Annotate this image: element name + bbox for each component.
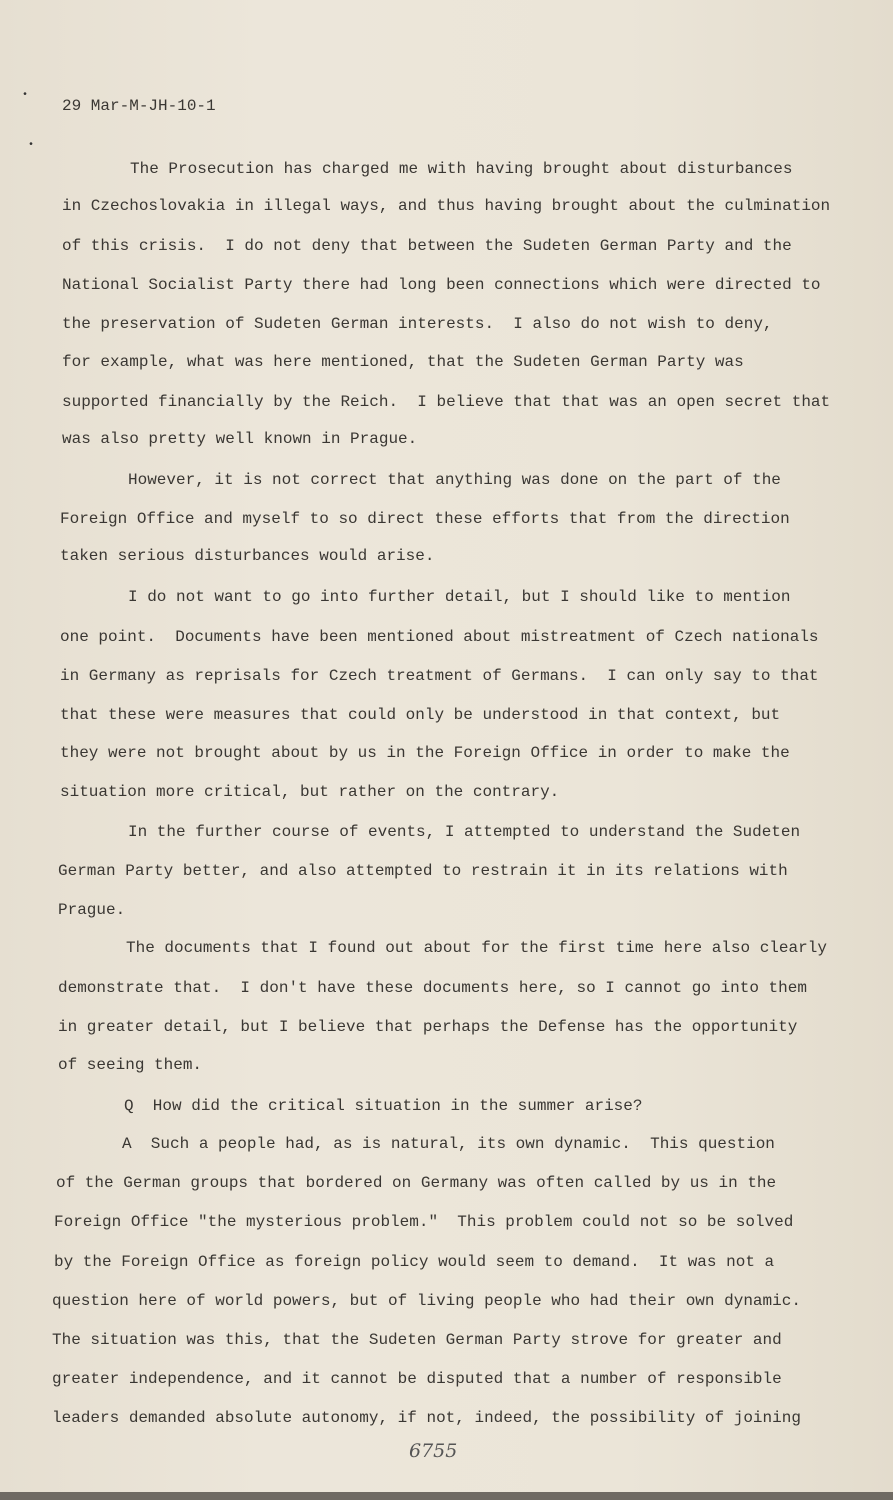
text-line: by the Foreign Office as foreign policy would seem to demand. It was not a (54, 1253, 775, 1271)
text-line: of the German groups that bordered on Germany was often called by us in the (56, 1174, 777, 1192)
question-line: Q How did the critical situation in the summer arise? (124, 1097, 643, 1115)
text-line: the preservation of Sudeten German interests. I also do not wish to deny, (62, 315, 773, 333)
answer-line: A Such a people had, as is natural, its own dynamic. This question (122, 1135, 775, 1153)
text-line: National Socialist Party there had long been connections which were directed to (62, 276, 821, 294)
text-line: taken serious disturbances would arise. (60, 547, 435, 565)
text-line: German Party better, and also attempted to restrain it in its relations with (58, 862, 788, 880)
text-line: Foreign Office and myself to so direct these efforts that from the direction (60, 510, 790, 528)
scan-bottom-edge (0, 1492, 893, 1500)
text-line: I do not want to go into further detail, but I should like to mention (128, 588, 791, 606)
text-line: The documents that I found out about for the first time here also clearly (126, 939, 827, 957)
text-line: greater independence, and it cannot be disputed that a number of responsible (52, 1370, 782, 1388)
text-line: However, it is not correct that anything was done on the part of the (128, 471, 781, 489)
text-line: in Germany as reprisals for Czech treatment of Germans. I can only say to that (60, 667, 819, 685)
handwritten-page-number: 6755 (409, 1440, 458, 1462)
text-line: Prague. (58, 901, 126, 919)
text-line: that these were measures that could only be understood in that context, but (60, 706, 781, 724)
margin-mark: • (22, 90, 29, 101)
text-line: of this crisis. I do not deny that between the Sudeten German Party and the (62, 237, 792, 255)
text-line: demonstrate that. I don't have these documents here, so I cannot go into them (58, 979, 807, 997)
text-line: they were not brought about by us in the Foreign Office in order to make the (60, 744, 790, 762)
text-line: in greater detail, but I believe that perhaps the Defense has the opportunity (58, 1018, 798, 1036)
text-line: for example, what was here mentioned, that the Sudeten German Party was (62, 353, 744, 371)
text-line: question here of world powers, but of living people who had their own dynamic. (52, 1292, 801, 1310)
margin-mark: • (28, 140, 35, 151)
text-line: leaders demanded absolute autonomy, if not, indeed, the possibility of joining (52, 1409, 801, 1427)
text-line: The Prosecution has charged me with having brought about disturbances (130, 160, 793, 178)
document-reference-header: 29 Mar-M-JH-10-1 (62, 97, 216, 115)
text-line: supported financially by the Reich. I believe that that was an open secret that (62, 393, 831, 411)
text-line: in Czechoslovakia in illegal ways, and thus having brought about the culmination (62, 197, 831, 215)
text-line: Foreign Office "the mysterious problem." This problem could not so be solved (54, 1213, 794, 1231)
text-line: of seeing them. (58, 1056, 203, 1074)
text-line: The situation was this, that the Sudeten German Party strove for greater and (52, 1331, 782, 1349)
text-line: one point. Documents have been mentioned about mistreatment of Czech nationals (60, 628, 819, 646)
text-line: was also pretty well known in Prague. (62, 430, 418, 448)
text-line: situation more critical, but rather on the contrary. (60, 783, 560, 801)
text-line: In the further course of events, I attempted to understand the Sudeten (128, 823, 801, 841)
